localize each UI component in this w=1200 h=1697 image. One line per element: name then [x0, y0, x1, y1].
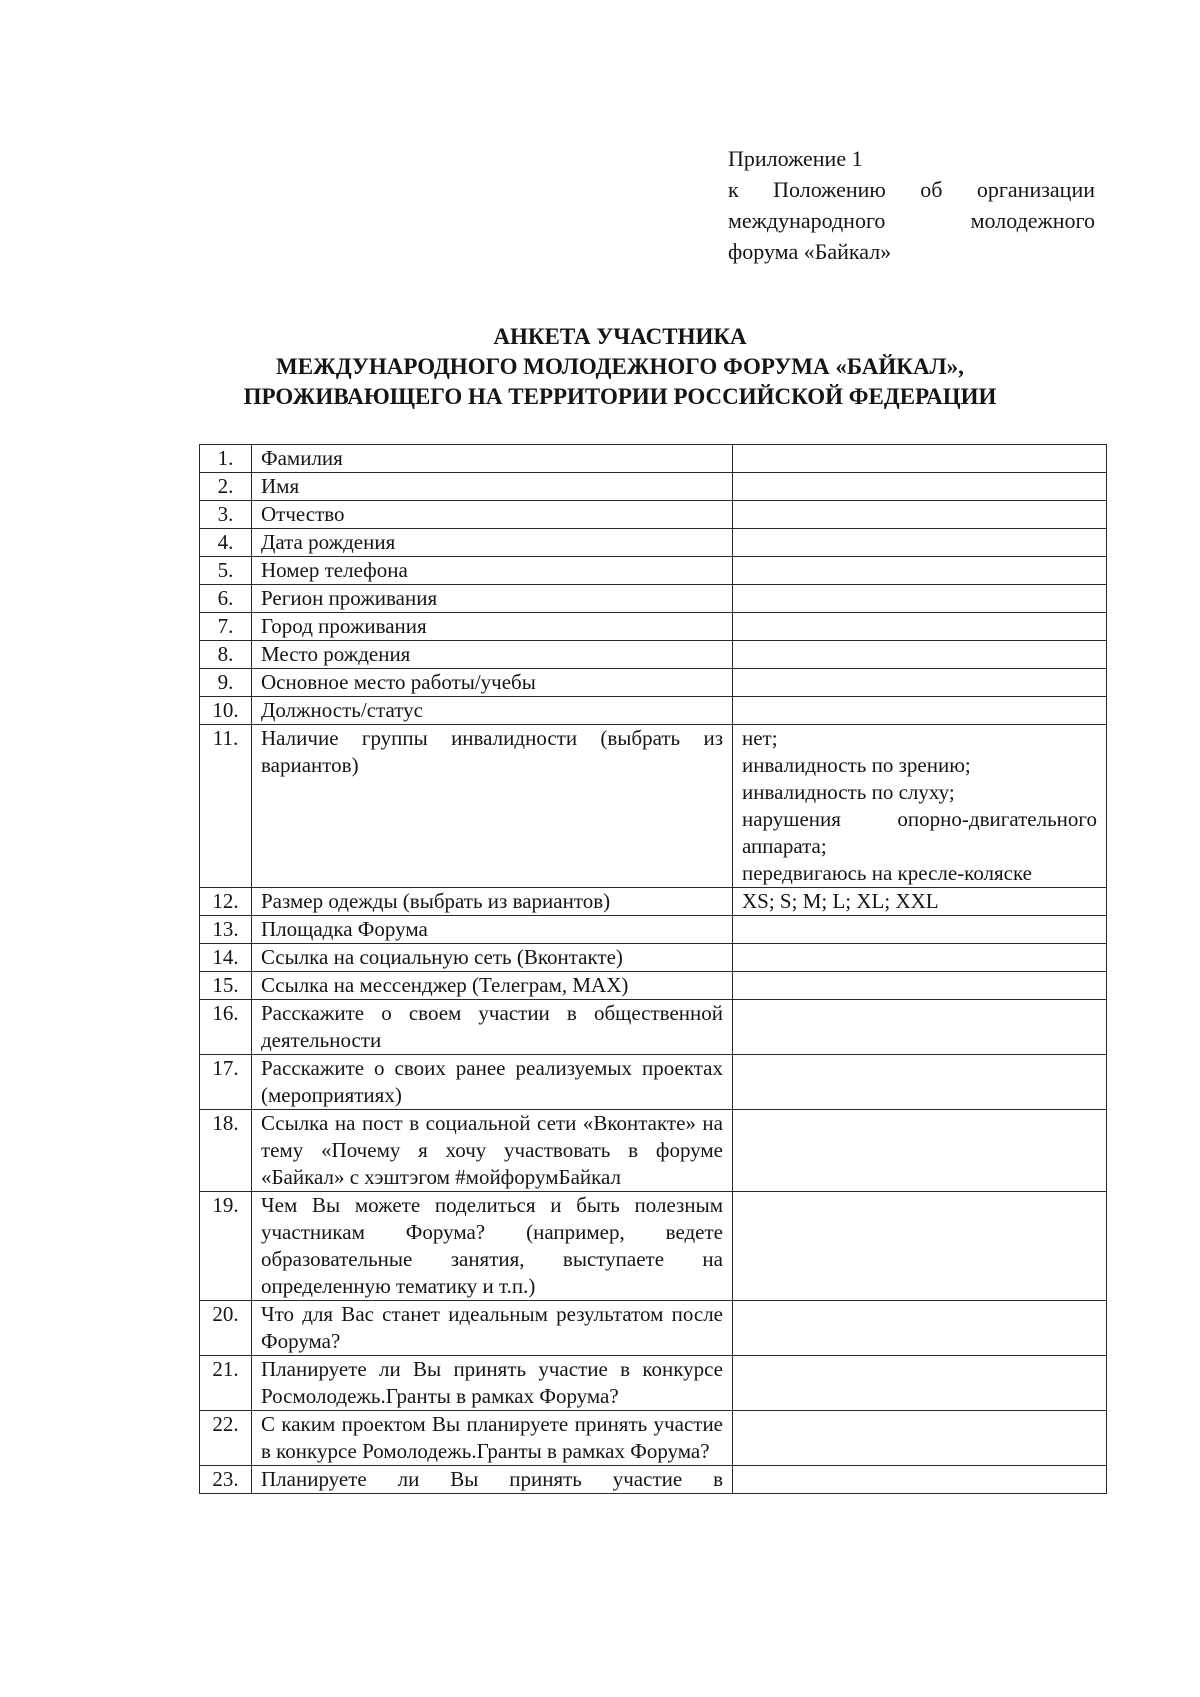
disability-option: инвалидность по слуху;	[742, 780, 955, 804]
row-label: Регион проживания	[252, 585, 733, 613]
row-number: 8.	[200, 641, 252, 669]
table-row	[200, 1000, 1107, 1055]
row-value-cell[interactable]	[733, 613, 1107, 641]
row-value-cell[interactable]	[733, 641, 1107, 669]
questionnaire-table	[199, 444, 1107, 1494]
row-value-cell[interactable]	[733, 916, 1107, 944]
appendix-line: форума «Байкал»	[728, 239, 892, 264]
appendix-header	[728, 143, 1095, 267]
table-row	[200, 1466, 1107, 1494]
row-number: 1.	[200, 445, 252, 473]
row-label: Планируете ли Вы принять участие в	[252, 1466, 733, 1494]
table-row	[200, 1411, 1107, 1466]
row-value-cell[interactable]	[733, 501, 1107, 529]
form-title	[150, 322, 1090, 412]
table-row	[200, 669, 1107, 697]
row-value-cell[interactable]	[733, 1466, 1107, 1494]
row-label: Должность/статус	[252, 697, 733, 725]
row-label: Наличие группы инвалидности (выбрать из вариантов)	[252, 725, 733, 888]
row-number: 20.	[200, 1301, 252, 1356]
row-number: 23.	[200, 1466, 252, 1494]
row-value-cell[interactable]	[733, 1000, 1107, 1055]
row-number: 21.	[200, 1356, 252, 1411]
row-number: 6.	[200, 585, 252, 613]
row-value-cell[interactable]	[733, 585, 1107, 613]
row-number: 18.	[200, 1110, 252, 1192]
row-value-cell[interactable]	[733, 557, 1107, 585]
row-label: Площадка Форума	[252, 916, 733, 944]
row-value-cell[interactable]	[733, 1411, 1107, 1466]
row-number: 13.	[200, 916, 252, 944]
row-number: 3.	[200, 501, 252, 529]
table-row	[200, 1301, 1107, 1356]
table-row	[200, 501, 1107, 529]
table-row	[200, 1055, 1107, 1110]
table-row	[200, 972, 1107, 1000]
row-value-cell[interactable]	[733, 529, 1107, 557]
appendix-line: международного молодежного	[728, 208, 1095, 233]
row-number: 19.	[200, 1192, 252, 1301]
row-value-cell[interactable]	[733, 944, 1107, 972]
row-number: 15.	[200, 972, 252, 1000]
table-row	[200, 641, 1107, 669]
row-number: 2.	[200, 473, 252, 501]
row-value-cell[interactable]	[733, 445, 1107, 473]
row-value-cell[interactable]	[733, 1301, 1107, 1356]
row-label: Номер телефона	[252, 557, 733, 585]
row-label: Ссылка на мессенджер (Телеграм, MAX)	[252, 972, 733, 1000]
disability-option: передвигаюсь на кресле-коляске	[742, 861, 1033, 885]
row-label: Город проживания	[252, 613, 733, 641]
row-label: Размер одежды (выбрать из вариантов)	[252, 888, 733, 916]
row-label: Ссылка на пост в социальной сети «Вконтакте» на тему «Почему я хочу участвовать в форуме «Байкал» с хэштэгом #мойфорумБайкал	[252, 1110, 733, 1192]
row-number: 22.	[200, 1411, 252, 1466]
table-row	[200, 1110, 1107, 1192]
row-label: С каким проектом Вы планируете принять участие в конкурсе Ромолодежь.Гранты в рамках Форума?	[252, 1411, 733, 1466]
row-value-cell[interactable]	[733, 473, 1107, 501]
row-number: 7.	[200, 613, 252, 641]
form-title-line: ПРОЖИВАЮЩЕГО НА ТЕРРИТОРИИ РОССИЙСКОЙ ФЕДЕРАЦИИ	[243, 384, 997, 409]
row-value-cell[interactable]	[733, 1110, 1107, 1192]
row-label: Что для Вас станет идеальным результатом после Форума?	[252, 1301, 733, 1356]
table-row	[200, 445, 1107, 473]
row-label: Место рождения	[252, 641, 733, 669]
clothing-size-options[interactable]: XS; S; M; L; XL; XXL	[733, 888, 1107, 916]
table-row	[200, 1356, 1107, 1411]
table-row	[200, 1192, 1107, 1301]
disability-option: нет;	[742, 726, 778, 750]
row-value-cell[interactable]	[733, 1055, 1107, 1110]
form-title-line: АНКЕТА УЧАСТНИКА	[493, 324, 747, 349]
table-row	[200, 473, 1107, 501]
row-value-cell[interactable]	[733, 669, 1107, 697]
row-label: Чем Вы можете поделиться и быть полезным участникам Форума? (например, ведете образовательные занятия, выступаете на определенную тематику и т.п.)	[252, 1192, 733, 1301]
row-label: Расскажите о своем участии в общественной деятельности	[252, 1000, 733, 1055]
table-row	[200, 697, 1107, 725]
row-number: 4.	[200, 529, 252, 557]
row-label: Планируете ли Вы принять участие в конкурсе Росмолодежь.Гранты в рамках Форума?	[252, 1356, 733, 1411]
table-row	[200, 557, 1107, 585]
table-row	[200, 888, 1107, 916]
table-row	[200, 585, 1107, 613]
table-row	[200, 529, 1107, 557]
table-row	[200, 944, 1107, 972]
table-row	[200, 725, 1107, 888]
form-title-line: МЕЖДУНАРОДНОГО МОЛОДЕЖНОГО ФОРУМА «БАЙКАЛ»,	[276, 354, 964, 379]
row-label: Расскажите о своих ранее реализуемых проектах (мероприятиях)	[252, 1055, 733, 1110]
row-label: Отчество	[252, 501, 733, 529]
row-value-cell[interactable]	[733, 697, 1107, 725]
disability-options-cell[interactable]	[733, 725, 1107, 888]
row-label: Ссылка на социальную сеть (Вконтакте)	[252, 944, 733, 972]
row-number: 14.	[200, 944, 252, 972]
appendix-line: Приложение 1	[728, 146, 863, 171]
disability-option: инвалидность по зрению;	[742, 753, 971, 777]
row-number: 5.	[200, 557, 252, 585]
row-number: 17.	[200, 1055, 252, 1110]
appendix-line: к Положению об организации	[728, 177, 1095, 202]
table-row	[200, 916, 1107, 944]
row-number: 12.	[200, 888, 252, 916]
row-number: 9.	[200, 669, 252, 697]
row-number: 10.	[200, 697, 252, 725]
disability-option: нарушения опорно-двигательного аппарата;	[742, 807, 1097, 858]
row-value-cell[interactable]	[733, 972, 1107, 1000]
table-row	[200, 613, 1107, 641]
row-value-cell[interactable]	[733, 1192, 1107, 1301]
row-number: 16.	[200, 1000, 252, 1055]
row-label: Основное место работы/учебы	[252, 669, 733, 697]
row-number: 11.	[200, 725, 252, 888]
row-label: Фамилия	[252, 445, 733, 473]
row-label: Дата рождения	[252, 529, 733, 557]
row-label: Имя	[252, 473, 733, 501]
row-value-cell[interactable]	[733, 1356, 1107, 1411]
